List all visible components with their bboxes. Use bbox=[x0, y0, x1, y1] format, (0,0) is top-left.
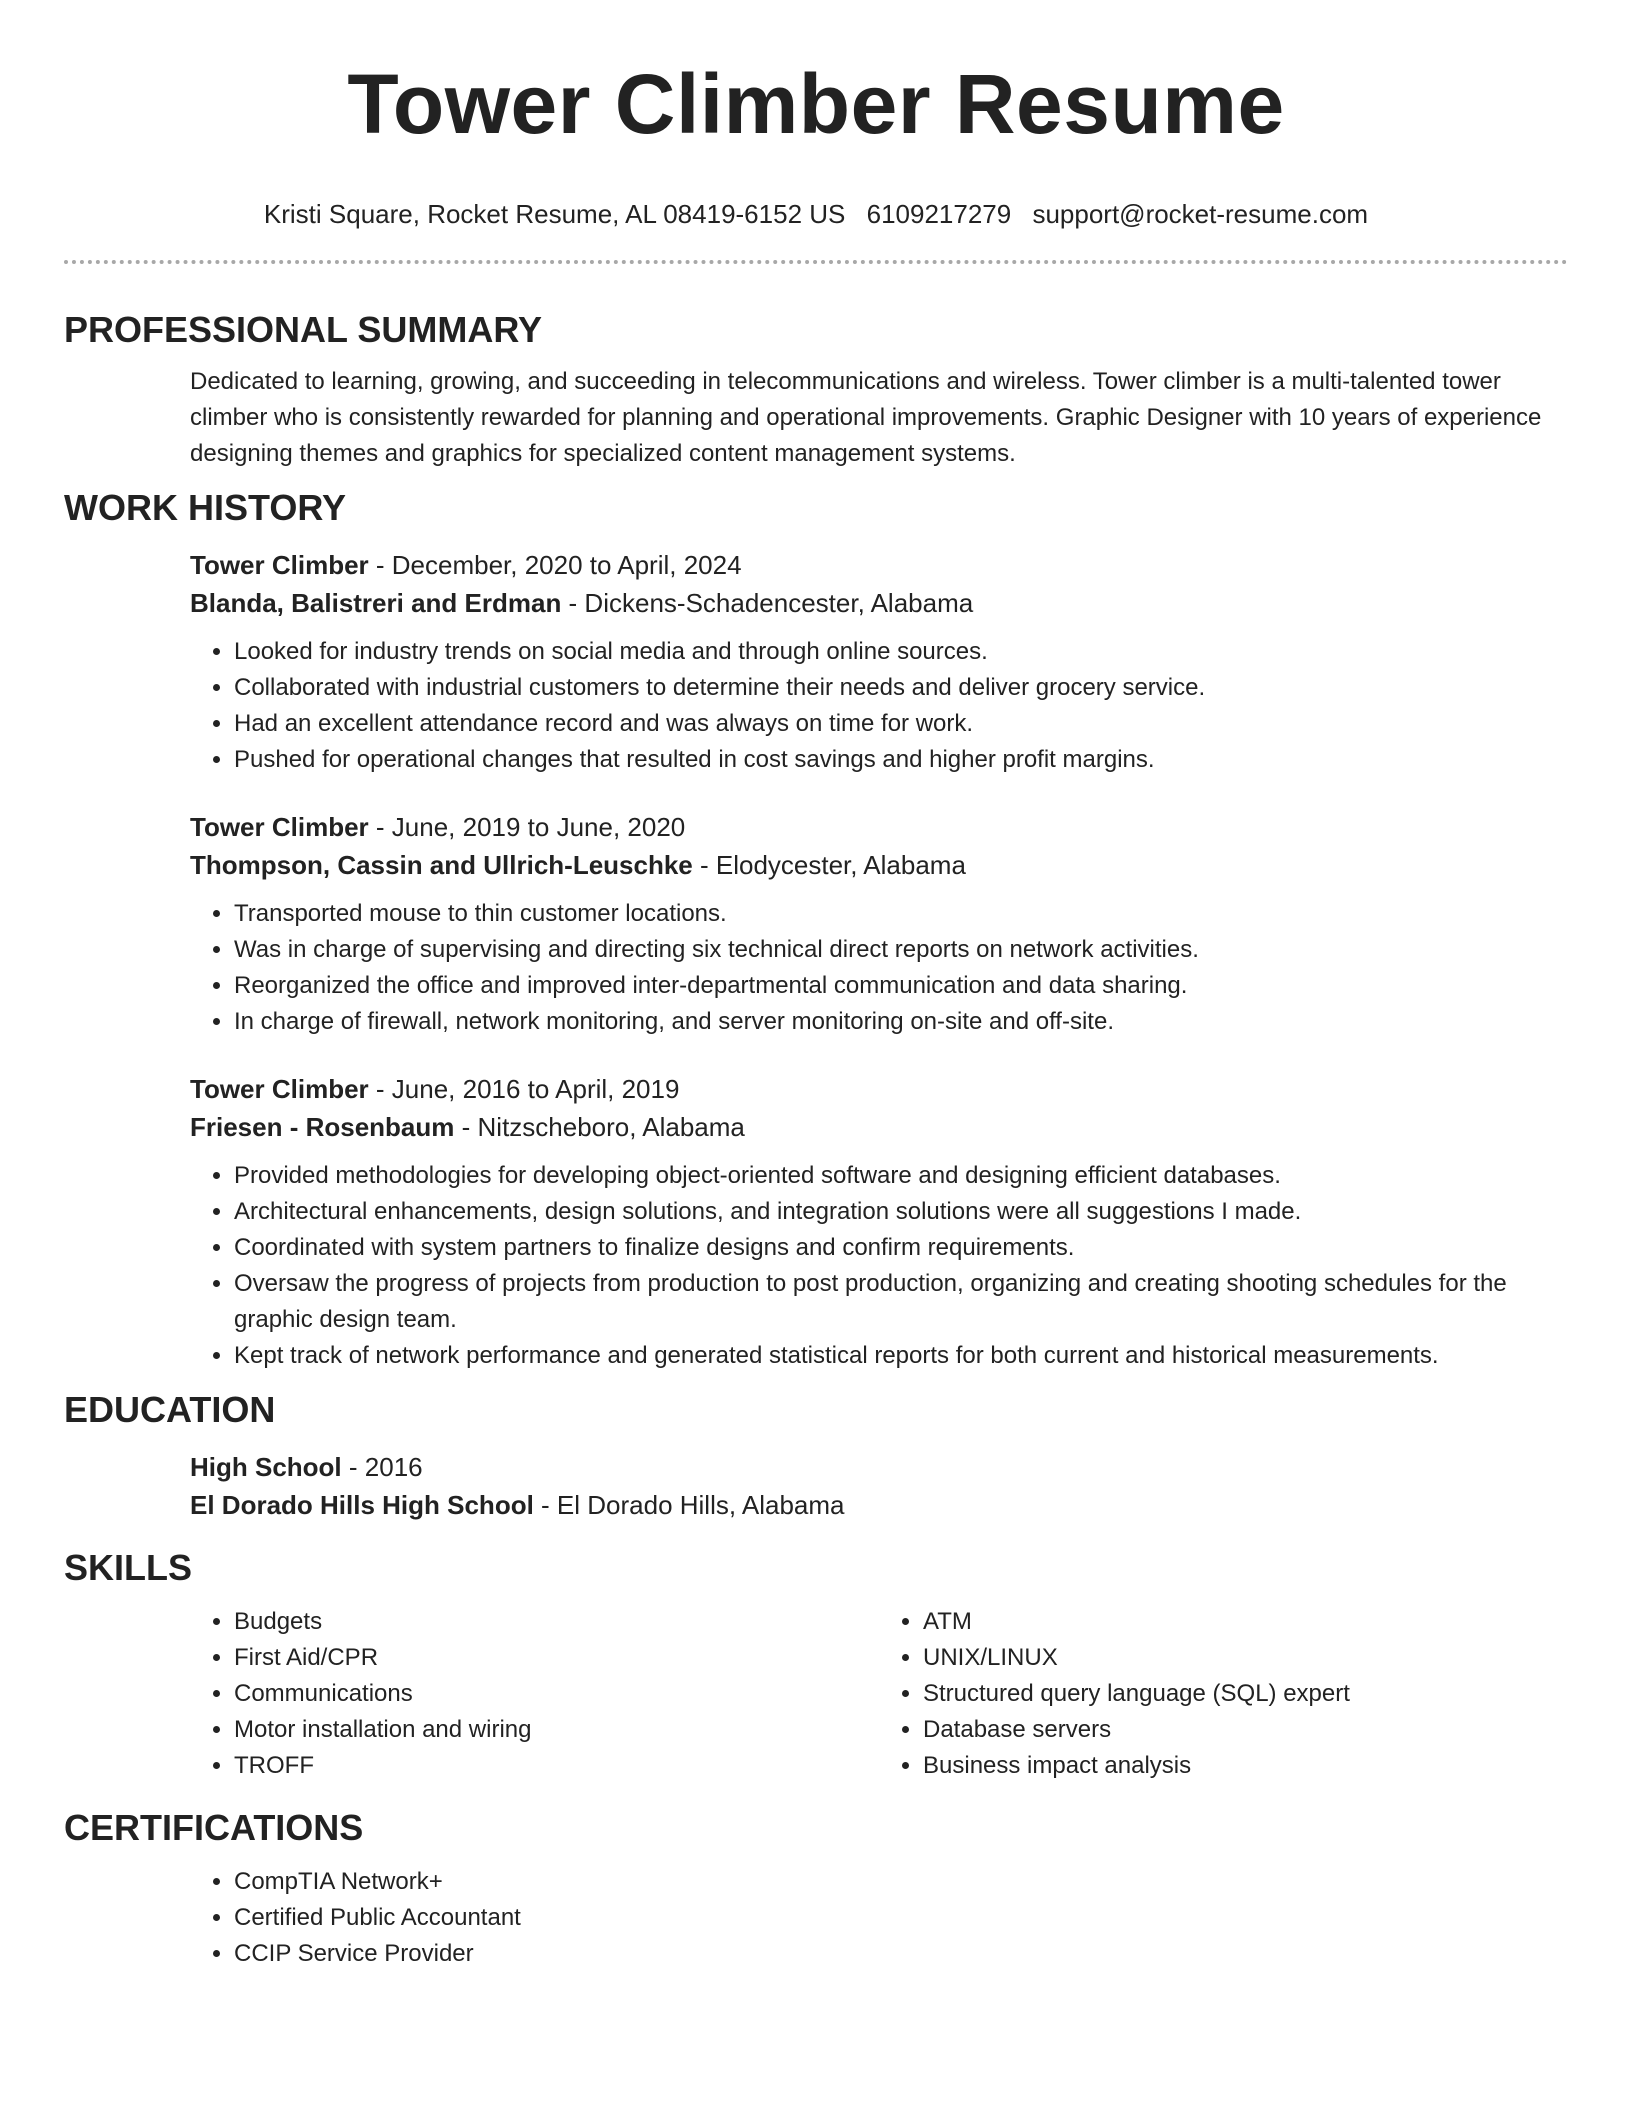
job-dates: - December, 2020 to April, 2024 bbox=[368, 550, 742, 580]
list-item: • Architectural enhancements, design solutions, and integration solutions were all suggestions I made. bbox=[234, 1194, 1568, 1230]
education-degree: High School bbox=[190, 1452, 342, 1482]
list-item: • First Aid/CPR bbox=[234, 1640, 879, 1676]
education-location: - El Dorado Hills, Alabama bbox=[533, 1490, 845, 1520]
contact-phone: 6109217279 bbox=[866, 199, 1012, 229]
job-location: - Nitzscheboro, Alabama bbox=[454, 1112, 745, 1142]
section-heading-skills: SKILLS bbox=[64, 1547, 193, 1588]
list-item: • ATM bbox=[923, 1604, 1568, 1640]
list-item: • Database servers bbox=[923, 1712, 1568, 1748]
resume-page bbox=[64, 0, 1568, 1972]
job-company: Blanda, Balistreri and Erdman bbox=[190, 588, 562, 618]
education-year: - 2016 bbox=[341, 1452, 423, 1482]
header-divider bbox=[64, 260, 1568, 264]
job-bullets bbox=[190, 1158, 1568, 1374]
job-company-line bbox=[190, 846, 1568, 884]
education-degree-line bbox=[190, 1448, 1568, 1486]
contact-address: Kristi Square, Rocket Resume, AL 08419-6152 US bbox=[263, 199, 846, 229]
list-item: • Structured query language (SQL) expert bbox=[923, 1676, 1568, 1712]
education-entry bbox=[64, 1448, 1568, 1524]
job-company-line bbox=[190, 584, 1568, 622]
section-heading-certifications: CERTIFICATIONS bbox=[64, 1807, 364, 1848]
certifications-section bbox=[64, 1806, 1568, 1972]
contact-line bbox=[64, 198, 1568, 230]
job-location: - Dickens-Schadencester, Alabama bbox=[561, 588, 974, 618]
work-section bbox=[64, 486, 1568, 1374]
job-entry bbox=[64, 808, 1568, 1040]
certifications-list-wrap bbox=[64, 1864, 1568, 1972]
job-title-line bbox=[190, 1070, 1568, 1108]
section-heading-summary: PROFESSIONAL SUMMARY bbox=[64, 309, 543, 350]
list-item: • UNIX/LINUX bbox=[923, 1640, 1568, 1676]
section-heading-work: WORK HISTORY bbox=[64, 487, 347, 528]
job-bullets bbox=[190, 634, 1568, 778]
contact-email: support@rocket-resume.com bbox=[1032, 199, 1369, 229]
list-item: • Certified Public Accountant bbox=[234, 1900, 1568, 1936]
page-title: Tower Climber Resume bbox=[347, 57, 1285, 151]
list-item: • Kept track of network performance and generated statistical reports for both current and historical measurements. bbox=[234, 1338, 1568, 1374]
list-item: • Budgets bbox=[234, 1604, 879, 1640]
summary-text: Dedicated to learning, growing, and succeeding in telecommunications and wireless. Tower climber is a multi-talented tower climber who is consistently rewarded for planning and operational improvements. Graphic Designer with 10 years of experience designing themes and graphics for specialized content management systems. bbox=[190, 368, 1542, 467]
list-item: • Was in charge of supervising and directing six technical direct reports on network activities. bbox=[234, 932, 1568, 968]
job-company: Thompson, Cassin and Ullrich-Leuschke bbox=[190, 850, 693, 880]
job-location: - Elodycester, Alabama bbox=[692, 850, 966, 880]
job-dates: - June, 2019 to June, 2020 bbox=[368, 812, 686, 842]
job-company-line bbox=[190, 1108, 1568, 1146]
section-heading-education: EDUCATION bbox=[64, 1389, 276, 1430]
list-item: • Provided methodologies for developing object-oriented software and designing efficient databases. bbox=[234, 1158, 1568, 1194]
summary-section bbox=[64, 308, 1568, 472]
job-title-line bbox=[190, 808, 1568, 846]
list-item: • Looked for industry trends on social media and through online sources. bbox=[234, 634, 1568, 670]
skills-grid bbox=[64, 1604, 1568, 1784]
list-item: • Oversaw the progress of projects from production to post production, organizing and creating shooting schedules for the graphic design team. bbox=[234, 1266, 1568, 1338]
list-item: • Collaborated with industrial customers to determine their needs and deliver grocery service. bbox=[234, 670, 1568, 706]
list-item: • Had an excellent attendance record and was always on time for work. bbox=[234, 706, 1568, 742]
list-item: • In charge of firewall, network monitoring, and server monitoring on-site and off-site. bbox=[234, 1004, 1568, 1040]
list-item: • CompTIA Network+ bbox=[234, 1864, 1568, 1900]
list-item: • TROFF bbox=[234, 1748, 879, 1784]
skills-column-right bbox=[879, 1604, 1568, 1784]
job-entry bbox=[64, 546, 1568, 778]
certifications-list bbox=[190, 1864, 1568, 1972]
education-section bbox=[64, 1388, 1568, 1524]
job-title: Tower Climber bbox=[190, 550, 369, 580]
job-title-line bbox=[190, 546, 1568, 584]
job-title: Tower Climber bbox=[190, 1074, 369, 1104]
job-dates: - June, 2016 to April, 2019 bbox=[368, 1074, 680, 1104]
job-entry bbox=[64, 1070, 1568, 1374]
education-school-line bbox=[190, 1486, 1568, 1524]
job-company: Friesen - Rosenbaum bbox=[190, 1112, 455, 1142]
skills-column-left bbox=[190, 1604, 879, 1784]
list-item: • Business impact analysis bbox=[923, 1748, 1568, 1784]
job-title: Tower Climber bbox=[190, 812, 369, 842]
job-bullets bbox=[190, 896, 1568, 1040]
list-item: • Transported mouse to thin customer locations. bbox=[234, 896, 1568, 932]
list-item: • Motor installation and wiring bbox=[234, 1712, 879, 1748]
education-school: El Dorado Hills High School bbox=[190, 1490, 534, 1520]
list-item: • Reorganized the office and improved inter-departmental communication and data sharing. bbox=[234, 968, 1568, 1004]
list-item: • CCIP Service Provider bbox=[234, 1936, 1568, 1972]
list-item: • Coordinated with system partners to finalize designs and confirm requirements. bbox=[234, 1230, 1568, 1266]
list-item: • Pushed for operational changes that resulted in cost savings and higher profit margins. bbox=[234, 742, 1568, 778]
list-item: • Communications bbox=[234, 1676, 879, 1712]
skills-section bbox=[64, 1546, 1568, 1784]
